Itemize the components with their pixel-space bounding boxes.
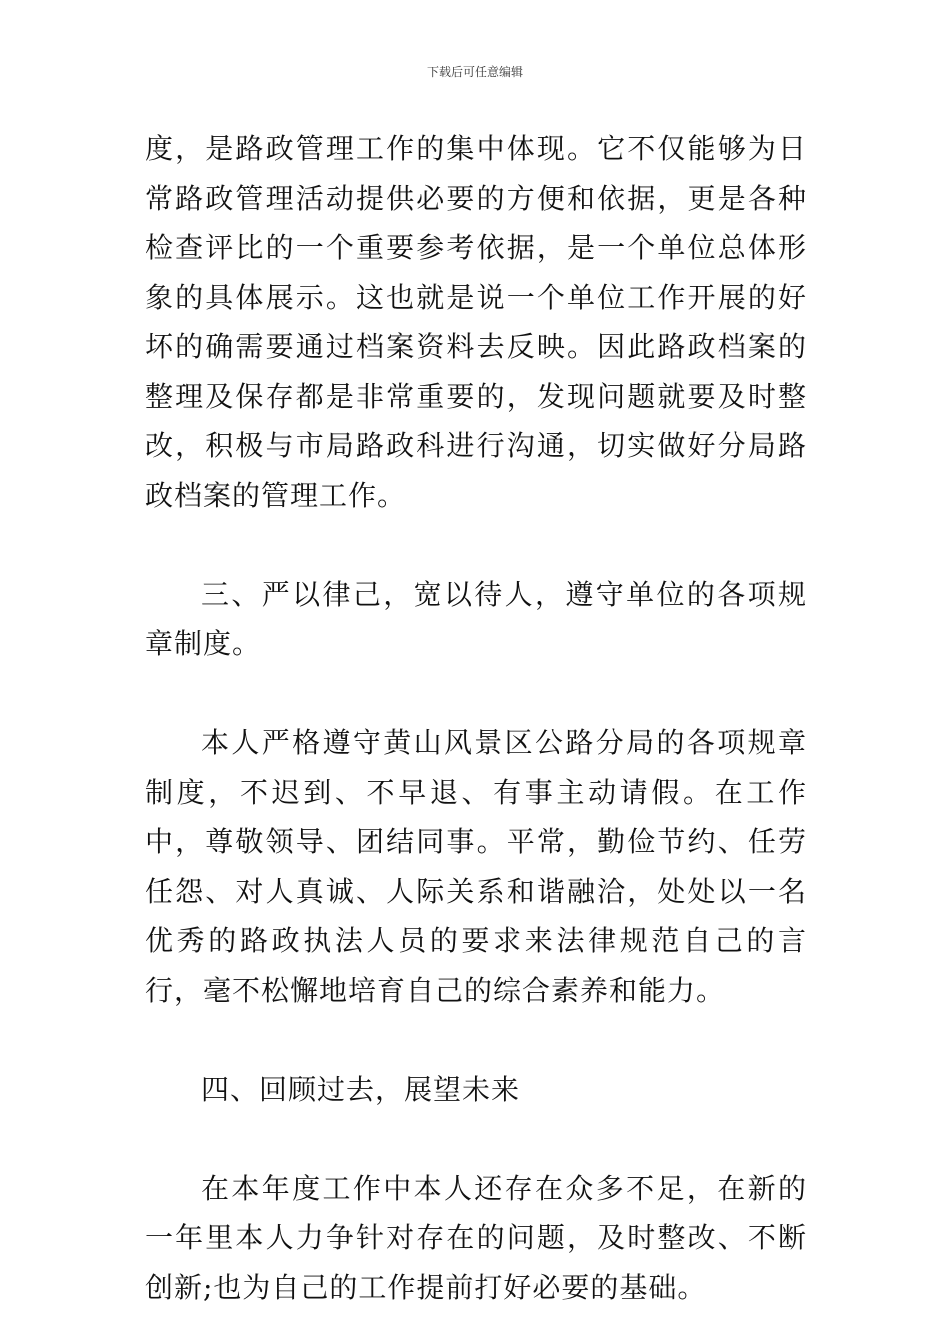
page-header: 下载后可任意编辑 [426,65,523,79]
paragraph-gap [145,669,807,719]
section-heading-three: 三、严以律己，宽以待人，遵守单位的各项规章制度。 [145,577,807,660]
paragraph-rules-compliance: 本人严格遵守黄山风景区公路分局的各项规章制度，不迟到、不早退、有事主动请假。在工作中，尊敬领导、团结同事。平常，勤俭节约、任劳任怨、对人真诚、人际关系和谐融洽，处处以一名优秀的路政执法人员的要求来法律规范自己的言行，毫不松懈地培育自己的综合素养和能力。 [145,726,807,1007]
paragraph-gap [145,520,807,570]
paragraph-gap [145,1114,807,1164]
paragraph-archive-management: 度，是路政管理工作的集中体现。它不仅能够为日常路政管理活动提供必要的方便和依据，更是各种检查评比的一个重要参考依据，是一个单位总体形象的具体展示。这也就是说一个单位工作开展的好坏的确需要通过档案资料去反映。因此路政档案的整理及保存都是非常重要的，发现问题就要及时整改，积极与市局路政科进行沟通，切实做好分局路政档案的管理工作。 [145,132,807,512]
paragraph-gap [145,1015,807,1065]
section-heading-four: 四、回顾过去，展望未来 [201,1072,521,1106]
document-body [145,124,807,1312]
paragraph-outlook: 在本年度工作中本人还存在众多不足，在新的一年里本人力争针对存在的问题，及时整改、不断创新;也为自己的工作提前打好必要的基础。 [145,1171,807,1304]
